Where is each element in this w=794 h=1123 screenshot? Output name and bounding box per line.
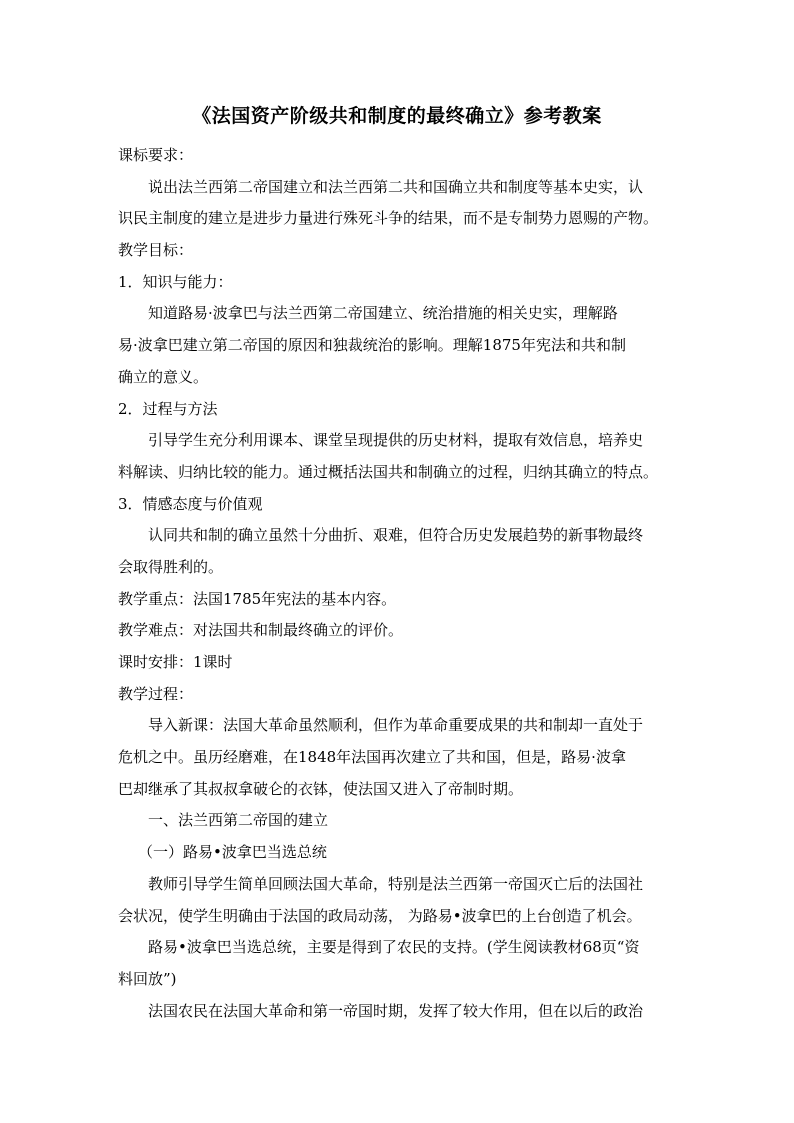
document-title: 《法国资产阶级共和制度的最终确立》参考教案 xyxy=(192,105,602,127)
text-line: 料解读、归纳比较的能力。通过概括法国共和制确立的过程，归纳其确立的特点。 xyxy=(118,462,659,481)
text-line: 3．情感态度与价值观 xyxy=(118,494,263,513)
text-line: 说出法兰西第二帝国建立和法兰西第二共和国确立共和制度等基本史实，认 xyxy=(148,177,644,196)
text-line: 课标要求： xyxy=(118,146,194,164)
text-line: 2．过程与方法 xyxy=(118,399,218,418)
text-line: 引导学生充分利用课本、课堂呈现提供的历史材料，提取有效信息，培养史 xyxy=(148,431,644,450)
text-line: 易·波拿巴建立第二帝国的原因和独裁统治的影响。理解1875年宪法和共和制 xyxy=(118,336,626,355)
text-line: 确立的意义。 xyxy=(118,367,209,386)
text-line: 导入新课：法国大革命虽然顺利，但作为革命重要成果的共和制却一直处于 xyxy=(148,716,644,735)
document-body xyxy=(118,140,678,1027)
text-line: 课时安排：1课时 xyxy=(118,653,233,671)
text-line: 教学目标： xyxy=(118,241,194,260)
text-line: 1．知识与能力： xyxy=(118,272,233,291)
text-line: 一、法兰西第二帝国的建立 xyxy=(148,811,329,830)
text-line: 教学过程： xyxy=(118,684,194,703)
text-line: 知道路易·波拿巴与法兰西第二帝国建立、统治措施的相关史实，理解路 xyxy=(148,304,618,323)
text-line: 危机之中。虽历经磨难，在1848年法国再次建立了共和国，但是，路易·波拿 xyxy=(118,748,626,767)
text-line: 认同共和制的确立虽然十分曲折、艰难，但符合历史发展趋势的新事物最终 xyxy=(148,526,644,545)
text-line: 料回放”) xyxy=(118,969,177,988)
text-line: 会取得胜利的。 xyxy=(118,557,224,576)
text-line: 教师引导学生简单回顾法国大革命，特别是法兰西第一帝国灭亡后的法国社 xyxy=(148,874,644,893)
text-line: 教学难点：对法国共和制最终确立的评价。 xyxy=(118,621,404,640)
text-line: 路易•波拿巴当选总统，主要是得到了农民的支持。(学生阅读教材68页“资 xyxy=(148,938,640,957)
text-line: 教学重点：法国1785年宪法的基本内容。 xyxy=(118,589,397,608)
text-line: （一）路易•波拿巴当选总统 xyxy=(138,843,327,862)
text-line: 会状况，使学生明确由于法国的政局动荡， 为路易•波拿巴的上台创造了机会。 xyxy=(118,906,642,925)
text-line: 法国农民在法国大革命和第一帝国时期，发挥了较大作用，但在以后的政治 xyxy=(148,1001,644,1020)
text-line: 巴却继承了其叔叔拿破仑的衣钵，使法国又进入了帝制时期。 xyxy=(118,779,524,798)
text-line: 识民主制度的建立是进步力量进行殊死斗争的结果，而不是专制势力恩赐的产物。 xyxy=(118,209,659,228)
